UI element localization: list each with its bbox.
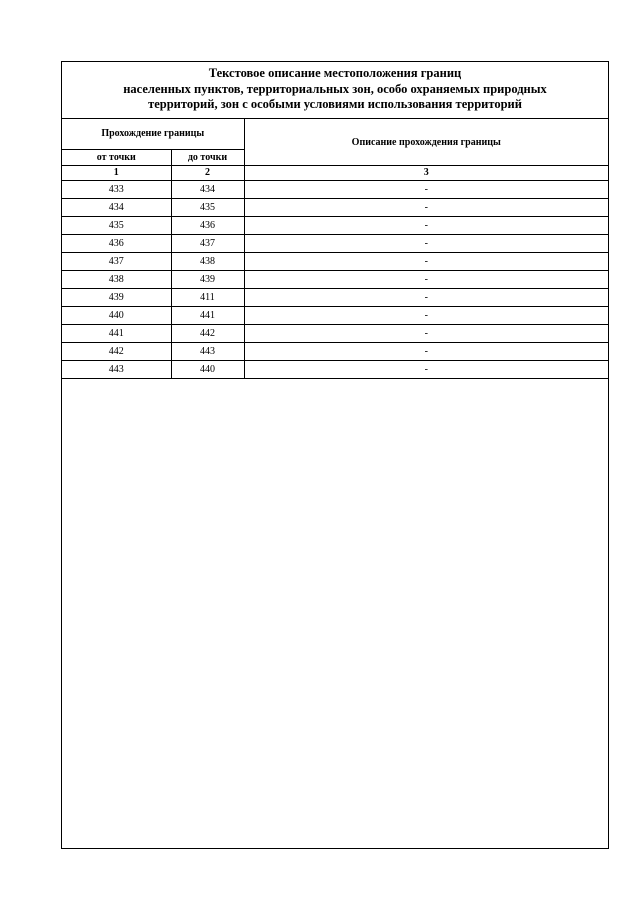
cell-description: -: [244, 271, 608, 289]
cell-to: 443: [171, 343, 244, 361]
table-row: [62, 181, 608, 199]
title-line-1: Текстовое описание местоположения границ: [208, 66, 462, 80]
title-line-3: территорий, зон с особыми условиями использования территорий: [148, 97, 522, 111]
table-row: [62, 271, 608, 289]
cell-to: 438: [171, 253, 244, 271]
cell-from: 435: [62, 217, 171, 235]
table-row: [62, 289, 608, 307]
table-row: [62, 343, 608, 361]
cell-description: -: [244, 343, 608, 361]
cell-description: -: [244, 289, 608, 307]
column-number-2: 2: [171, 166, 244, 181]
cell-description: -: [244, 361, 608, 379]
cell-to: 441: [171, 307, 244, 325]
header-to-point: до точки: [171, 150, 244, 166]
header-boundary-description: Описание прохождения границы: [244, 119, 608, 166]
column-number-3: 3: [244, 166, 608, 181]
cell-description: -: [244, 253, 608, 271]
cell-description: -: [244, 181, 608, 199]
cell-from: 439: [62, 289, 171, 307]
table-row: [62, 253, 608, 271]
cell-to: 411: [171, 289, 244, 307]
table-row: [62, 199, 608, 217]
boundary-table: [62, 119, 608, 379]
cell-description: -: [244, 307, 608, 325]
cell-description: -: [244, 235, 608, 253]
cell-description: -: [244, 325, 608, 343]
title-line-2: населенных пунктов, территориальных зон, особо охраняемых природных: [123, 81, 547, 96]
cell-description: -: [244, 199, 608, 217]
document-title: [62, 62, 608, 119]
cell-to: 442: [171, 325, 244, 343]
cell-to: 440: [171, 361, 244, 379]
cell-from: 441: [62, 325, 171, 343]
cell-to: 436: [171, 217, 244, 235]
header-from-point: от точки: [62, 150, 171, 166]
cell-to: 437: [171, 235, 244, 253]
cell-from: 437: [62, 253, 171, 271]
cell-from: 440: [62, 307, 171, 325]
header-boundary-passage: Прохождение границы: [62, 119, 244, 150]
table-row: [62, 217, 608, 235]
cell-from: 433: [62, 181, 171, 199]
table-row: [62, 235, 608, 253]
cell-from: 436: [62, 235, 171, 253]
cell-description: -: [244, 217, 608, 235]
table-row: [62, 307, 608, 325]
cell-to: 434: [171, 181, 244, 199]
cell-from: 443: [62, 361, 171, 379]
cell-from: 438: [62, 271, 171, 289]
cell-to: 439: [171, 271, 244, 289]
document-frame: [61, 61, 609, 849]
cell-from: 434: [62, 199, 171, 217]
cell-from: 442: [62, 343, 171, 361]
table-row: [62, 361, 608, 379]
column-number-1: 1: [62, 166, 171, 181]
cell-to: 435: [171, 199, 244, 217]
table-row: [62, 325, 608, 343]
